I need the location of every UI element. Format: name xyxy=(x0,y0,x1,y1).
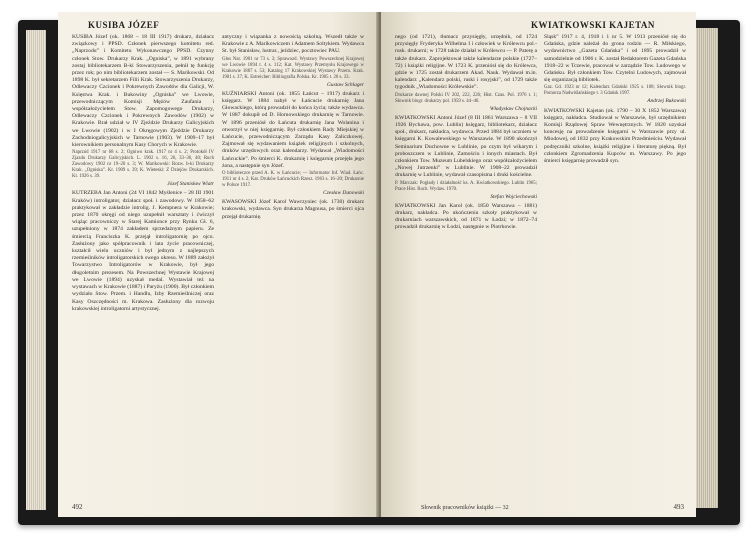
right-page xyxy=(381,12,696,517)
bibliography-note: Naprzód 1917 nr 68 s. 2; Ogniwo krak. 1917 nr 4 s. 2; Protokół IV Zjazdu Drukarzy Galicyjskich. L. 1902 s. 16, 26, 33–36, 40; Ruch Zawodowy 1902 nr 19–20 s. 3; W. Marikowski: Rozw. b-ki Drukarzy Krak. „Ogniska”. Kr. 1909 s. 39; K. Wieteski: Z Dziejów Drukarskich. Kr. 1926 s. 39. xyxy=(72,150,214,180)
author-signature: Józef Stanisław Wiatr xyxy=(167,181,214,188)
right-column-2 xyxy=(544,34,686,499)
dictionary-entry: KWIATKOWSKI Jan Karol (ok. 1850 Warszawa – 1881) drukarz, nakładca. Po ukończeniu szkoły praktykował w drukarniach warszawskich, od 1871 w Łodzi; w 1872–74 prowadził drukarnię w Łodzi, następnie w Piotrkowie. xyxy=(395,202,537,231)
dictionary-entry: KWASOWSKI Józef Karol Wawrzyniec (ok. 1730) drukarz krakowski, wydawca. Syn drukarza Magnusa, po śmierci ojca przejął drukarnię. xyxy=(222,199,364,220)
right-page-footer: Słownik pracowników książki — 32 xyxy=(421,505,509,511)
left-column-2 xyxy=(222,34,364,499)
page-edges-left xyxy=(26,30,46,510)
left-page-number: 492 xyxy=(72,503,83,511)
author-signature: Andrzej Bukowski xyxy=(647,98,686,105)
dictionary-entry: nego (od 1721), tłumacz przysięgły, urzędnik, od 1724 przysięgły Fryderyka Wilhelma I i człowiek w Królewcu pol.-rusk. drukarni; w 1728 także działał w Królewcu — P. Paterę a także drukarz. Zaprojektował także kalendarze polskie (1727–72) i książki religijne. W 1723 K. przeniósł się do Królewca, gdzie w 1725 został drukarzem Akad. Nauk. Wydawał m.in. kalendarz „Kalendarz polski, ruski i rosyjski”, od 1729 także tygodnik „Wiadomości Królewskie”. xyxy=(395,34,537,91)
left-column-1 xyxy=(72,34,214,499)
dictionary-entry: KUTRZEBA Jan Antoni (24 VI 1842 Myślenice – 28 III 1901 Kraków) introligator, działacz społ. i zawodowy. W 1858–62 praktykował w zakładzie introlig. J. Kempnera w Krakowie; przez 1870 okręgi od niego uzupełnił warsztaty i ćwiczył wiążąc pracowniczy w Starej Kamionce przy Rynku Gł. 6, uzupełniony w 1874 zakładem sprzedażnym papieru. Ze śmiercią Franciszka K. przejął introligatornię po ojcu. Zasłużony jako spółpracownik i lata życie pracowniczej, kształcił wielu uczniów i był jednym z najlepszych rzemieślników introligatorskich swego okresu. W 1889 założył Towarzystwo Introligatorów w Krakowie, był jego długoletnim prezesem. Na Powszechnej Wystawie Krajowej we Lwowie (1894) uzyskał medal. Wystawiał też na wystawach w Krakowie (1887) i Paryżu (1900). Był członkiem wydziału Stow. Przem. i Handlu, Izby Rzemieślniczej oraz Kasy Oszczędności m. Krakowa. Zasłużony dla rozwoju krakowskiej introligatorni artystycznej. xyxy=(72,190,214,312)
left-page xyxy=(58,12,380,517)
dictionary-entry: KUŹNIARSKI Antoni (ok. 1855 Łańcut – 1917) drukarz i księgarz. W 1884 nabył w Łańcucie drukarnię Jana Głowackiego, którą prowadził do końca życia; także wydawca. W 1887 dokupił od D. Hornowskiego drukarnię w Tarnowie. W 1896 przeniósł do Łańcuta drukarnię Jana Wolanina i otworzył w niej księgarnię. Był członkiem Rady Miejskiej w Łańcucie, przewodniczącym Zarządu Kasy Zaliczkowej. Zajmował się wydawaniem książek religijnych i szkolnych, druków urzędowych oraz kalendarzy. Wydawał „Wiadomości Łańcuckie”. Po śmierci K. drukarnię i księgarnię przejęła jego żona, a następnie syn Józef. xyxy=(222,90,364,169)
dictionary-entry: KWIATKOWSKI Antoni Józef (8 III 1861 Warszawa – 8 VII 1926 Bychawa, pow. Lublin) księgarz, bibliotekarz, działacz społ., drukarz, nakładca, wydawca. Przed 1884 był uczniem w księgarni K. Kowalewskiego w Warszawie. W 1890 ukończył Seminarium Duchowne w Lublinie, po czym był wikarym i proboszczem w Lublinie, Zamościu i innych miastach. Był członkiem Tow. Muzeum Lubelskiego oraz współzałożycielem „Nowej Jutrzenki” w Lublinie. W 1908–22 prowadził drukarnię w Lublinie, wydawał czasopisma i druki kościelne. xyxy=(395,114,537,179)
author-signature: Stefan Wojciechowski xyxy=(490,193,537,200)
page-edges-right xyxy=(696,28,718,508)
author-signature: Władysław Chojnacki xyxy=(489,105,537,112)
author-signature: Gustaw Schlager xyxy=(327,81,364,88)
author-signature: Czesław Dunowski xyxy=(323,190,364,197)
bibliography-note: Gaz. Gd. 1923 nr 12; Kalendarz Gdański 1925 s. 108; Słownik biogr. Pomorza Nadwiślańskiego t. 3 Gdańsk 1997. xyxy=(544,85,686,97)
bibliography-note: P. Marczak: Pogłady i działalność ks. A. Kwiatkowskiego. Lublin 1965; Prace Hist. Ruch. Wydaw. 1970. xyxy=(395,180,537,192)
dictionary-entry: KWIATKOWSKI Kajetan (ok. 1790 – 30 X 1852 Warszawa) księgarz, nakładca. Studiował w Warszawie, był urzędnikiem Komisji Rządowej Spraw Wewnętrznych. W 1820 uzyskał koncesję na prowadzenie księgarni w Warszawie przy ul. Miodowej, od 1832 przy Krakowskim Przedmieściu. Wydawał podręczniki szkolne, książki religijne i literaturę piękną. Był członkiem Zgromadzenia Kupców m. Warszawy. Po jego śmierci księgarnię prowadził syn. xyxy=(544,107,686,165)
dictionary-entry: KUSIBA Józef (ok. 1868 – 18 III 1917) drukarz, działacz związkowy i PPSD. Członek pierwszego komitetu red. „Naprzodu” i Komitetu Wykonawczego PPSD. Czynny członek Stow. Drukarzy Krak. „Ogniska”, w 1891 wybrany zostaj bibliotekarzem B-ki Stowarzyszenia, pełnił tę funkcję przez rok; po nim bibliotekarzem został — S. Marikowski. Od 1898 K. był sekretarzem Filii Krak. Stowarzyszenia Drukarzy, Odlewaczy Czcionek i Pokrewnych Zawodów dla Galicji, W. Księstwa Krak. i Bukowiny „Ogniska” we Lwowie, przewodniczącym Komisji Mężów Zaufania i współzałożycielem Stow. Zapomogowego Drukarzy, Odlewaczy Czcionek i Pokrewnych Zawodów (1902) w Krakowie. Brał udział w IV Zjeździe Drukarzy Galicyjskich we Lwowie (1902) i w I Okręgowym Zjeździe Drukarzy Zachodniogalicyjskich w Tarnowie (1903). W 1909–17 był kierownikiem personalnym Kasy Chorych w Krakowie. xyxy=(72,34,214,149)
right-running-head: KWIATKOWSKI KAJETAN xyxy=(531,20,655,30)
right-page-number: 493 xyxy=(673,503,684,511)
dictionary-entry: Śląsk” 1917 r. 4, 1918 i 1 nr 5. W 1913 przeniósł się do Gdańska, gdzie należał do grona rodzin — R. Miłskiego, wydawnictwo „Gazeta Gdańska” i od 1895 prowadził w samodzielnie od 1906 r. K. został Redaktorem Gazeta Gdańska 1918–22 w Tczewie, pracował w zarządzie Tow. Ludowego w Gdańsku. Był członkiem Tow. Czytelni Ludowych, zajmował się organizacją bibliotek. xyxy=(544,34,686,84)
right-column-1 xyxy=(395,34,537,499)
bibliography-note: Drukarze dawnej Polski IV 202, 222, 226; Hist. Czas. Pol. 1976 t. 1; Słownik biogr. drukarzy pol. 1959 s. 44–46. xyxy=(395,92,537,104)
bibliography-note: O biblioteczce przed A. K. w Łańcucie; — Informator Inf. Wiad. Łańc. 1911 nr 4 s. 2; Kat. Druków Łańcuckich Rzesz. 1963 s. 16–20; Drukarnie w Polsce 1917. xyxy=(222,171,364,189)
dictionary-entry: antyczny i wiązanka z nowością szkolną. Wszedł także w Krakowie z A. Marikowiczem i Adamem Soltykiem. Wydawca St. był Stanisław, lustrar., jeździec, pocztowiec PAU. xyxy=(222,34,364,55)
left-running-head: KUSIBA JÓZEF xyxy=(88,20,160,30)
bibliography-note: Głos Nar. 1901 nr 73 s. 3; Sprawozd. Wystawy Powszechnej Krajowej we Lwowie 1894 t. 4 s. 112; Kat. Wystawy Przemysłu Krajowego w Krakowie 1887 s. 53; Katalog 17 Krakowskiej Wystawy Przem. Krak. 1901 s. 37; K. Estreicher: Bibliografia Polska. Kr. 1905 t. 20 s. 33. xyxy=(222,56,364,80)
